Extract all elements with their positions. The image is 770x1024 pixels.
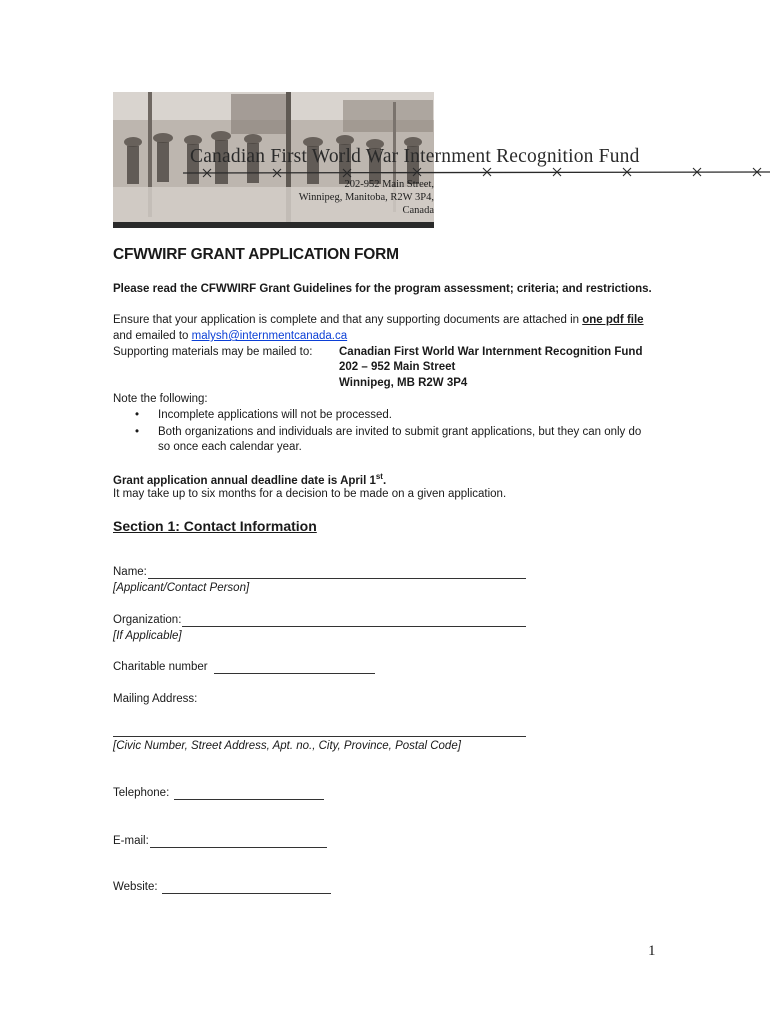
website-label: Website: bbox=[113, 881, 158, 893]
banner-divider bbox=[113, 222, 434, 228]
telephone-label: Telephone: bbox=[113, 787, 170, 799]
guidelines-notice: Please read the CFWWIRF Grant Guidelines for the program assessment; criteria; and restrictions. bbox=[113, 283, 652, 295]
name-hint: [Applicant/Contact Person] bbox=[113, 582, 250, 594]
header-address-line2: Winnipeg, Manitoba, R2W 3P4, bbox=[298, 192, 434, 203]
mail-label: Supporting materials may be mailed to: bbox=[113, 346, 313, 358]
note-item-1: Incomplete applications will not be processed. bbox=[158, 409, 392, 421]
note-item-2-line2: so once each calendar year. bbox=[158, 441, 302, 453]
organization-field[interactable] bbox=[182, 626, 526, 627]
email-label: E-mail: bbox=[113, 835, 149, 847]
form-title: CFWWIRF GRANT APPLICATION FORM bbox=[113, 246, 399, 263]
website-field[interactable] bbox=[162, 893, 331, 894]
organization-label: Organization: bbox=[113, 614, 182, 626]
mailing-address-hint: [Civic Number, Street Address, Apt. no., City, Province, Postal Code] bbox=[113, 740, 461, 752]
decision-timeline: It may take up to six months for a decision to be made on a given application. bbox=[113, 488, 507, 500]
mail-address-line1: Canadian First World War Internment Recognition Fund bbox=[339, 346, 643, 358]
email-link[interactable]: malysh@internmentcanada.ca bbox=[191, 330, 348, 342]
mailing-address-label: Mailing Address: bbox=[113, 693, 198, 705]
notes-heading: Note the following: bbox=[113, 393, 208, 405]
telephone-field[interactable] bbox=[174, 799, 324, 800]
page-number: 1 bbox=[648, 943, 656, 959]
barbed-wire-decoration bbox=[183, 166, 770, 180]
mailing-address-field[interactable] bbox=[113, 736, 526, 737]
mail-address-line2: 202 – 952 Main Street bbox=[339, 361, 456, 373]
name-label: Name: bbox=[113, 566, 147, 578]
emailed-line bbox=[113, 330, 347, 342]
deadline-sup: st bbox=[375, 472, 383, 481]
organization-hint: [If Applicable] bbox=[113, 630, 182, 642]
charitable-number-field[interactable] bbox=[214, 673, 375, 674]
header-address-line1: 202-952 Main Street, bbox=[344, 179, 434, 190]
deadline-line bbox=[113, 472, 386, 487]
note-item-2-line1: Both organizations and individuals are invited to submit grant applications, but they can only do bbox=[158, 426, 642, 438]
name-field[interactable] bbox=[148, 578, 526, 579]
bullet-icon: • bbox=[135, 409, 140, 421]
ensure-text: Ensure that your application is complete and that any supporting documents are attached in bbox=[113, 314, 583, 326]
section1-title: Section 1: Contact Information bbox=[113, 518, 317, 534]
charitable-number-label: Charitable number bbox=[113, 661, 208, 673]
mail-address-line3: Winnipeg, MB R2W 3P4 bbox=[339, 377, 468, 389]
fund-name-heading: Canadian First World War Internment Recognition Fund bbox=[190, 146, 640, 167]
deadline-period: . bbox=[382, 474, 387, 487]
header-address-line3: Canada bbox=[402, 205, 434, 216]
deadline-text: Grant application annual deadline date is April 1 bbox=[113, 474, 376, 487]
emailed-text: and emailed to bbox=[113, 330, 192, 342]
one-pdf-emphasis: one pdf file bbox=[582, 314, 644, 326]
ensure-line bbox=[113, 314, 644, 326]
bullet-icon: • bbox=[135, 426, 140, 438]
email-field[interactable] bbox=[150, 847, 327, 848]
